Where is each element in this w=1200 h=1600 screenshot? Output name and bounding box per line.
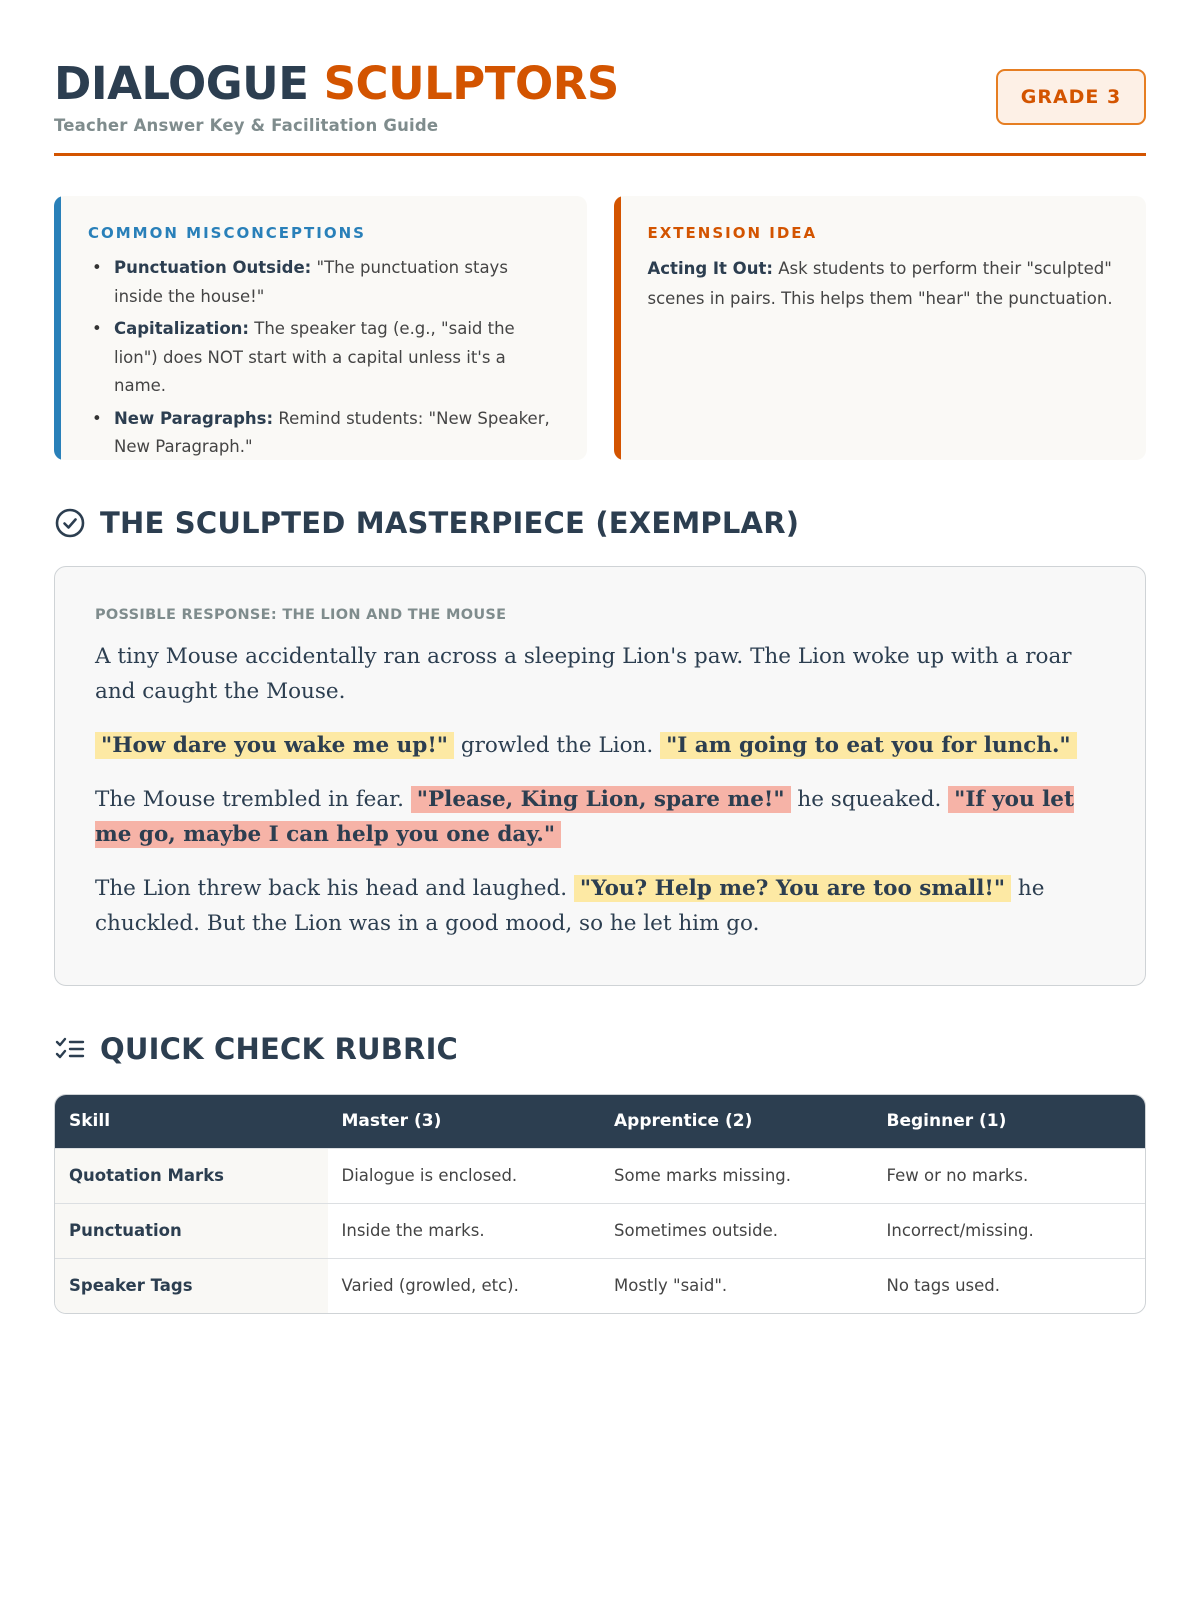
narration-text: The Mouse trembled in fear. — [95, 787, 411, 812]
rubric-heading — [54, 1032, 1146, 1066]
info-cards — [54, 196, 1146, 460]
table-cell: Some marks missing. — [600, 1148, 873, 1203]
dialogue-highlight: "How dare you wake me up!" — [95, 732, 454, 759]
misconception-term: New Paragraphs: — [114, 408, 274, 428]
exemplar-heading-text: THE SCULPTED MASTERPIECE (EXEMPLAR) — [100, 506, 800, 540]
story-paragraph — [95, 782, 1105, 852]
misconception-text: "The punctuation stays inside the house!" — [114, 258, 508, 306]
skill-cell: Speaker Tags — [55, 1258, 328, 1313]
extension-body — [648, 254, 1117, 314]
table-cell: Incorrect/missing. — [873, 1203, 1146, 1258]
misconceptions-title: COMMON MISCONCEPTIONS — [88, 224, 366, 242]
misconceptions-list — [88, 254, 557, 460]
extension-term: Acting It Out: — [647, 259, 773, 278]
narration-text: he squeaked. — [790, 787, 949, 812]
rubric-table — [54, 1094, 1146, 1314]
exemplar-label: POSSIBLE RESPONSE: THE LION AND THE MOUSE — [95, 607, 507, 623]
table-row — [55, 1148, 1145, 1203]
narration-text: The Lion threw back his head and laughed. — [95, 876, 574, 901]
table-row — [55, 1203, 1145, 1258]
story-paragraph — [95, 871, 1105, 941]
narration-text: he chuckled. But the Lion was in a good mood, so he let him go. — [95, 876, 1045, 936]
skill-cell: Quotation Marks — [55, 1148, 328, 1203]
table-row — [55, 1258, 1145, 1313]
dialogue-highlight: "Please, King Lion, spare me!" — [411, 786, 791, 813]
misconceptions-card — [54, 196, 587, 460]
column-header-skill: Skill — [55, 1095, 328, 1148]
grade-badge: GRADE 3 — [996, 69, 1146, 125]
title-part-dialogue: DIALOGUE — [54, 57, 309, 110]
misconception-text: The speaker tag (e.g., "said the lion") does NOT start with a capital unless it's a name. — [114, 319, 515, 395]
misconception-item — [88, 254, 557, 311]
story-paragraph: A tiny Mouse accidentally ran across a sleeping Lion's paw. The Lion woke up with a roar and caught the Mouse. — [95, 644, 1072, 704]
column-header-master: Master (3) — [328, 1095, 601, 1148]
story-paragraph — [95, 728, 1105, 763]
dialogue-highlight: "I am going to eat you for lunch." — [660, 732, 1077, 759]
checklist-icon — [54, 1033, 86, 1065]
check-circle-icon — [54, 507, 86, 539]
title-part-sculptors: SCULPTORS — [323, 57, 619, 110]
page-subtitle: Teacher Answer Key & Facilitation Guide — [54, 116, 439, 135]
exemplar-heading — [54, 506, 1146, 540]
rubric-heading-text: QUICK CHECK RUBRIC — [100, 1032, 459, 1066]
table-cell: Mostly "said". — [600, 1258, 873, 1313]
table-cell: Varied (growled, etc). — [328, 1258, 601, 1313]
dialogue-highlight: "If you let me go, maybe I can help you one day." — [95, 787, 1074, 847]
column-header-beginner: Beginner (1) — [873, 1095, 1146, 1148]
extension-text: Ask students to perform their "sculpted" scenes in pairs. This helps them "hear" the punctuation. — [647, 259, 1113, 308]
table-cell: Few or no marks. — [873, 1148, 1146, 1203]
misconception-text: Remind students: "New Speaker, New Paragraph." — [114, 408, 550, 456]
narration-text: growled the Lion. — [453, 733, 661, 758]
table-cell: Dialogue is enclosed. — [328, 1148, 601, 1203]
page-header — [54, 0, 1146, 156]
table-cell: No tags used. — [873, 1258, 1146, 1313]
misconception-item — [88, 405, 557, 461]
extension-card — [614, 196, 1147, 460]
skill-cell: Punctuation — [55, 1203, 328, 1258]
misconception-item — [88, 315, 557, 401]
exemplar-box — [54, 566, 1146, 986]
table-cell: Inside the marks. — [328, 1203, 601, 1258]
misconception-term: Capitalization: — [114, 319, 250, 338]
page-title — [54, 56, 1146, 112]
extension-title: EXTENSION IDEA — [647, 224, 818, 242]
dialogue-highlight: "You? Help me? You are too small!" — [574, 875, 1011, 902]
misconception-term: Punctuation Outside: — [114, 258, 312, 277]
rubric-header-row — [55, 1095, 1145, 1148]
column-header-apprentice: Apprentice (2) — [600, 1095, 873, 1148]
table-cell: Sometimes outside. — [600, 1203, 873, 1258]
